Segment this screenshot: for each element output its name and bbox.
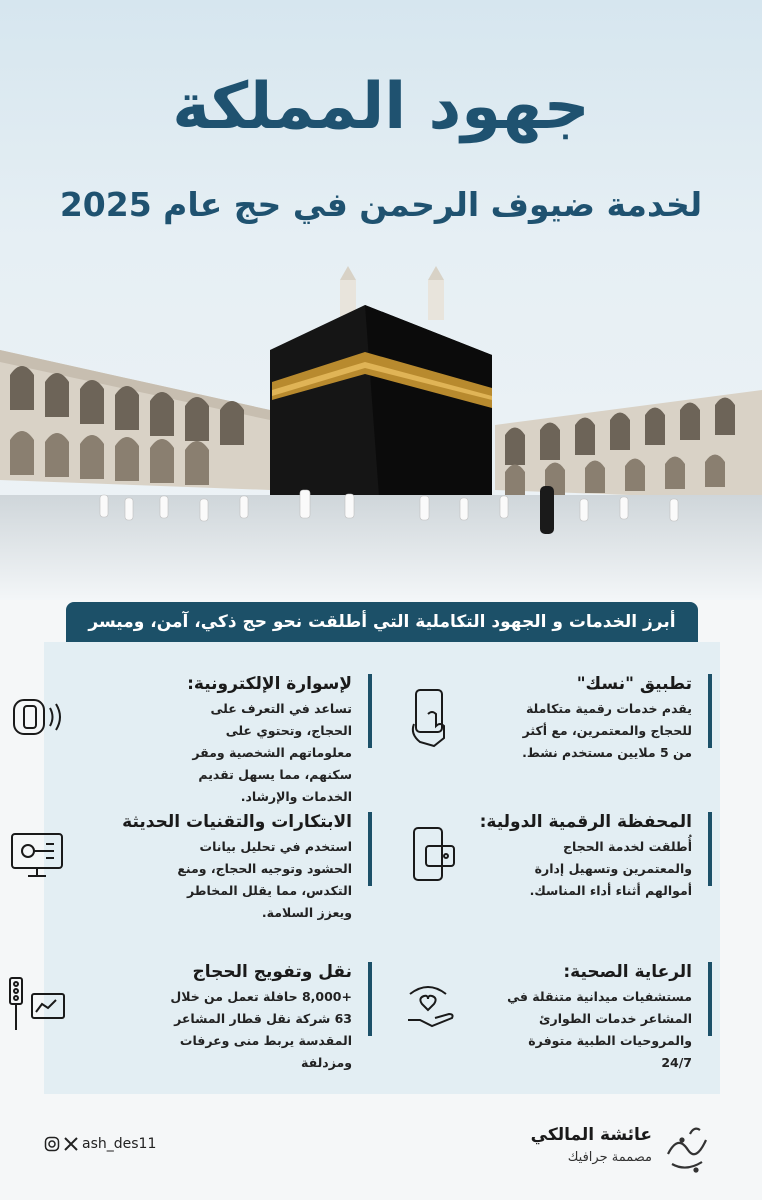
services-banner: أبرز الخدمات و الجهود التكاملية التي أطلقت نحو حج ذكي، آمن، وميسر xyxy=(66,602,698,642)
card-accent-bar xyxy=(708,674,712,748)
card-accent-bar xyxy=(708,962,712,1036)
card-text: تساعد في التعرف على الحجاج، وتحتوي على معلوماتهم الشخصية ومقر سكنهم، مما يسهل تقديم الخدمات والإرشاد. xyxy=(192,701,352,804)
card-accent-bar xyxy=(708,812,712,886)
card-transport xyxy=(50,962,370,1074)
card-text: مستشفيات ميدانية متنقلة في المشاعر خدمات الطوارئ والمروحيات الطبية متوفرة 24/7 xyxy=(507,989,692,1070)
card-accent-bar xyxy=(368,962,372,1036)
card-text: استخدم في تحليل بيانات الحشود وتوجيه الحجاج، ومنع التكدس، مما يقلل المخاطر ويعزز السلامة. xyxy=(177,839,352,920)
card-title: تطبيق "نسك" xyxy=(576,674,692,694)
handle-text: ash_des11 xyxy=(82,1136,157,1152)
kaaba-illustration xyxy=(0,250,762,600)
card-title: الرعاية الصحية: xyxy=(563,962,692,982)
smart-bracelet-icon xyxy=(6,684,72,750)
designer-role: مصممة جرافيك xyxy=(567,1150,652,1165)
card-text: يقدم خدمات رقمية متكاملة للحجاج والمعتمرين، مع أكثر من 5 ملايين مستخدم نشط. xyxy=(522,701,692,760)
card-text: أُطلقت لخدمة الحجاج والمعتمرين وتسهيل إدارة أموالهم أثناء أداء المناسك. xyxy=(529,839,692,898)
social-handle[interactable] xyxy=(44,1136,156,1152)
calligraphy-logo xyxy=(660,1118,714,1178)
page-title: جهود المملكة xyxy=(172,70,590,144)
card-title: نقل وتفويج الحجاج xyxy=(192,962,352,982)
card-accent-bar xyxy=(368,812,372,886)
card-nusuk-app xyxy=(390,674,710,764)
services-panel xyxy=(44,642,720,1094)
card-title: لإسوارة الإلكترونية: xyxy=(187,674,352,694)
page-subtitle: لخدمة ضيوف الرحمن في حج عام 2025 xyxy=(59,185,703,224)
digital-wallet-icon xyxy=(400,822,466,888)
card-title: المحفظة الرقمية الدولية: xyxy=(479,812,692,832)
designer-name: عائشة المالكي xyxy=(530,1125,652,1145)
card-digital-wallet xyxy=(390,812,710,902)
phone-touch-icon xyxy=(400,684,466,750)
card-smart-bracelet xyxy=(50,674,370,808)
card-text: +8,000 حافلة تعمل من خلال 63 شركة نقل قطار المشاعر المقدسة يربط منى وعرفات ومزدلفة xyxy=(170,989,352,1070)
instagram-icon xyxy=(44,1136,60,1152)
care-hand-heart-icon xyxy=(400,972,466,1038)
traffic-transport-icon xyxy=(6,972,72,1038)
card-accent-bar xyxy=(368,674,372,748)
card-healthcare xyxy=(390,962,710,1074)
monitor-network-icon xyxy=(6,822,72,888)
card-title: الابتكارات والتقنيات الحديثة xyxy=(122,812,352,832)
x-icon xyxy=(64,1137,78,1151)
card-modern-tech xyxy=(50,812,370,924)
